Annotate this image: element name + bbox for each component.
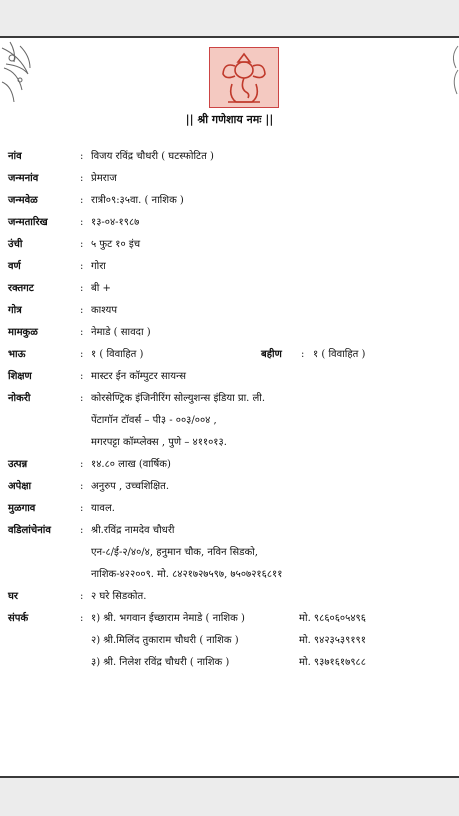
colon: : bbox=[80, 173, 84, 184]
value-height: ५ फुट १० इंच bbox=[91, 239, 141, 250]
label-education: शिक्षण bbox=[8, 371, 32, 382]
label-mamkul: मामकुळ bbox=[8, 327, 38, 338]
value-native: यावल. bbox=[91, 503, 115, 514]
colon: : bbox=[80, 305, 84, 316]
row-contact-1 bbox=[0, 610, 459, 628]
row-contact-2 bbox=[0, 632, 459, 650]
row-complexion bbox=[0, 258, 459, 276]
row-birth-name bbox=[0, 170, 459, 188]
row-name bbox=[0, 148, 459, 166]
row-birth-time bbox=[0, 192, 459, 210]
label-job: नोकरी bbox=[8, 393, 31, 404]
value-blood-group: बी + bbox=[91, 283, 111, 294]
label-gotra: गोत्र bbox=[8, 305, 22, 316]
row-native bbox=[0, 500, 459, 518]
row-house bbox=[0, 588, 459, 606]
value-house: २ घरे सिडकोत. bbox=[91, 591, 147, 602]
row-job bbox=[0, 390, 459, 408]
label-blood-group: रक्तगट bbox=[8, 283, 34, 294]
row-expectation bbox=[0, 478, 459, 496]
row-birth-date bbox=[0, 214, 459, 232]
colon: : bbox=[80, 371, 84, 382]
contact-phone-2: मो. ९४२३५३९१९१ bbox=[299, 635, 366, 646]
contact-name-2: २) श्री.मिलिंद तुकाराम चौधरी ( नाशिक ) bbox=[91, 635, 239, 646]
value-name: विजय रविंद्र चौधरी ( घटस्फोटित ) bbox=[91, 151, 214, 162]
invocation-heading: || श्री गणेशाय नमः || bbox=[185, 113, 274, 126]
label-complexion: वर्ण bbox=[8, 261, 21, 272]
value-father-line-3: नाशिक-४२२००९. मो. ८४२१७२७५९७, ७५०७२१६८११ bbox=[91, 569, 283, 580]
row-education bbox=[0, 368, 459, 386]
row-blood-group bbox=[0, 280, 459, 298]
value-father-line-2: एन-८/ई-२/४०/४, हनुमान चौक, नविन सिडको, bbox=[91, 547, 258, 558]
value-birth-name: प्रेमराज bbox=[91, 173, 117, 184]
colon: : bbox=[80, 349, 84, 360]
value-brother: १ ( विवाहित ) bbox=[91, 349, 144, 360]
label-income: उत्पन्न bbox=[8, 459, 28, 470]
bottom-border bbox=[0, 776, 459, 778]
value-birth-date: १३-०४-१९८७ bbox=[91, 217, 140, 228]
value-expectation: अनुरुप , उच्चशिक्षित. bbox=[91, 481, 170, 492]
ganesh-image bbox=[209, 47, 279, 108]
top-border bbox=[0, 36, 459, 38]
value-job-line-3: मगरपट्टा कॉम्प्लेक्स , पुणे – ४११०१३. bbox=[91, 437, 227, 448]
label-birth-time: जन्मवेळ bbox=[8, 195, 38, 206]
value-job-line-1: कोरसेण्ट्रिक इंजिनीरिंग सोल्युशन्स इंडिया प्रा. ली. bbox=[91, 393, 266, 404]
colon: : bbox=[80, 261, 84, 272]
colon: : bbox=[80, 481, 84, 492]
colon: : bbox=[80, 393, 84, 404]
value-gotra: काश्यप bbox=[91, 305, 117, 316]
row-gotra bbox=[0, 302, 459, 320]
colon: : bbox=[80, 525, 84, 536]
colon: : bbox=[80, 217, 84, 228]
label-contact: संपर्क bbox=[8, 613, 29, 624]
row-siblings bbox=[0, 346, 459, 364]
colon: : bbox=[80, 613, 84, 624]
label-birth-date: जन्मतारिख bbox=[8, 217, 48, 228]
colon: : bbox=[301, 349, 305, 360]
row-father bbox=[0, 522, 459, 540]
colon: : bbox=[80, 195, 84, 206]
colon: : bbox=[80, 283, 84, 294]
value-job-line-2: पेंटागॉन टॉवर्स – पी३ - ००३/००४ , bbox=[91, 415, 217, 426]
colon: : bbox=[80, 591, 84, 602]
label-native: मुळगाव bbox=[8, 503, 36, 514]
value-education: मास्टर ईन कॉम्पुटर सायन्स bbox=[91, 371, 186, 382]
value-father-line-1: श्री.रविंद्र नामदेव चौधरी bbox=[91, 525, 175, 536]
row-income bbox=[0, 456, 459, 474]
value-sister: १ ( विवाहित ) bbox=[313, 349, 366, 360]
label-name: नांव bbox=[8, 151, 22, 162]
colon: : bbox=[80, 239, 84, 250]
row-contact-3 bbox=[0, 654, 459, 672]
floral-ornament-right-icon bbox=[448, 40, 459, 104]
colon: : bbox=[80, 151, 84, 162]
floral-ornament-icon bbox=[0, 38, 34, 108]
contact-phone-1: मो. ९८६०६०५४९६ bbox=[299, 613, 366, 624]
label-birth-name: जन्मनांव bbox=[8, 173, 39, 184]
contact-name-3: ३) श्री. निलेश रविंद्र चौधरी ( नाशिक ) bbox=[91, 657, 230, 668]
contact-phone-3: मो. ९३७१६१७९८८ bbox=[299, 657, 366, 668]
label-expectation: अपेक्षा bbox=[8, 481, 32, 492]
value-mamkul: नेमाडे ( सावदा ) bbox=[91, 327, 151, 338]
value-birth-time: रात्री०९:३५वा. ( नाशिक ) bbox=[91, 195, 184, 206]
row-height bbox=[0, 236, 459, 254]
row-mamkul bbox=[0, 324, 459, 342]
colon: : bbox=[80, 327, 84, 338]
contact-name-1: १) श्री. भगवान ईच्छाराम नेमाडे ( नाशिक ) bbox=[91, 613, 245, 624]
label-brother: भाऊ bbox=[8, 349, 26, 360]
colon: : bbox=[80, 459, 84, 470]
label-house: घर bbox=[8, 591, 18, 602]
label-sister: बहीण bbox=[261, 349, 282, 360]
ganesh-icon bbox=[210, 48, 278, 107]
label-father: वडिलांचेनांव bbox=[8, 525, 51, 536]
value-income: १४.८० लाख (वार्षिक) bbox=[91, 459, 171, 470]
colon: : bbox=[80, 503, 84, 514]
value-complexion: गोरा bbox=[91, 261, 106, 272]
label-height: उंची bbox=[8, 239, 23, 250]
